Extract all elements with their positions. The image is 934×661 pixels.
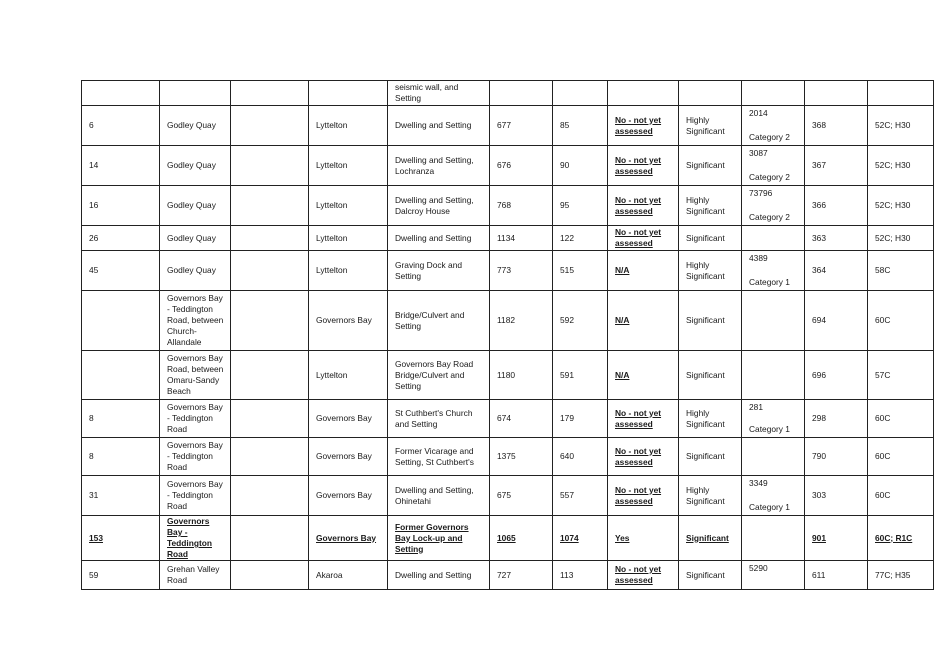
cell-suburb: Lyttelton <box>309 351 388 400</box>
cell-suburb: Lyttelton <box>309 186 388 226</box>
cell-description: Former Vicarage and Setting, St Cuthbert's <box>388 438 490 476</box>
cell-nzhpt <box>742 400 805 438</box>
cell-significance: Highly Significant <box>679 251 742 291</box>
cell-hid: 364 <box>805 251 868 291</box>
cell-id1: 727 <box>490 561 553 590</box>
cell-assessed <box>608 81 679 106</box>
cell-id1: 1182 <box>490 291 553 351</box>
table-row <box>82 438 934 476</box>
cell-street-extra <box>231 516 309 561</box>
cell-map: 60C; R1C <box>868 516 934 561</box>
table-row <box>82 351 934 400</box>
cell-map: 77C; H35 <box>868 561 934 590</box>
cell-suburb: Lyttelton <box>309 146 388 186</box>
cell-map <box>868 81 934 106</box>
cell-number <box>82 81 160 106</box>
nzhpt-category: Category 1 <box>749 277 790 287</box>
cell-nzhpt <box>742 438 805 476</box>
cell-id2: 515 <box>553 251 608 291</box>
cell-number: 16 <box>82 186 160 226</box>
cell-hid <box>805 81 868 106</box>
cell-significance: Highly Significant <box>679 186 742 226</box>
table-row <box>82 226 934 251</box>
nzhpt-category: Category 2 <box>749 172 790 182</box>
cell-street: Godley Quay <box>160 251 231 291</box>
cell-nzhpt <box>742 561 805 590</box>
nzhpt-category: Category 2 <box>749 132 790 142</box>
cell-significance: Significant <box>679 516 742 561</box>
cell-assessed: N/A <box>608 251 679 291</box>
cell-id2: 592 <box>553 291 608 351</box>
cell-id1: 677 <box>490 106 553 146</box>
cell-id1: 674 <box>490 400 553 438</box>
cell-number: 153 <box>82 516 160 561</box>
cell-hid: 298 <box>805 400 868 438</box>
cell-nzhpt <box>742 106 805 146</box>
cell-street-extra <box>231 226 309 251</box>
cell-street-extra <box>231 81 309 106</box>
cell-description: Governors Bay Road Bridge/Culvert and Setting <box>388 351 490 400</box>
cell-id1: 676 <box>490 146 553 186</box>
cell-nzhpt <box>742 186 805 226</box>
cell-map: 52C; H30 <box>868 226 934 251</box>
cell-id2 <box>553 81 608 106</box>
cell-number: 8 <box>82 438 160 476</box>
cell-hid: 694 <box>805 291 868 351</box>
cell-id2: 591 <box>553 351 608 400</box>
cell-nzhpt <box>742 476 805 516</box>
cell-street: Godley Quay <box>160 106 231 146</box>
cell-nzhpt <box>742 516 805 561</box>
cell-suburb: Governors Bay <box>309 476 388 516</box>
cell-description: Bridge/Culvert and Setting <box>388 291 490 351</box>
cell-suburb <box>309 81 388 106</box>
table-row <box>82 251 934 291</box>
table-row <box>82 106 934 146</box>
cell-street: Godley Quay <box>160 226 231 251</box>
cell-hid: 696 <box>805 351 868 400</box>
cell-number <box>82 351 160 400</box>
table-row <box>82 81 934 106</box>
cell-street: Governors Bay - Teddington Road <box>160 476 231 516</box>
cell-street-extra <box>231 400 309 438</box>
cell-street-extra <box>231 251 309 291</box>
cell-description: Dwelling and Setting, Ohinetahi <box>388 476 490 516</box>
cell-street-extra <box>231 291 309 351</box>
cell-map: 58C <box>868 251 934 291</box>
cell-hid: 367 <box>805 146 868 186</box>
cell-assessed: No - not yet assessed <box>608 226 679 251</box>
table-row <box>82 400 934 438</box>
cell-id2: 640 <box>553 438 608 476</box>
cell-description: Dwelling and Setting <box>388 226 490 251</box>
cell-id2: 179 <box>553 400 608 438</box>
cell-suburb: Akaroa <box>309 561 388 590</box>
cell-suburb: Lyttelton <box>309 106 388 146</box>
cell-street: Godley Quay <box>160 186 231 226</box>
cell-description: seismic wall, and Setting <box>388 81 490 106</box>
nzhpt-number: 5290 <box>749 563 768 573</box>
cell-significance: Significant <box>679 226 742 251</box>
cell-nzhpt <box>742 291 805 351</box>
cell-hid: 611 <box>805 561 868 590</box>
cell-id2: 90 <box>553 146 608 186</box>
cell-number: 31 <box>82 476 160 516</box>
nzhpt-number: 73796 <box>749 188 773 198</box>
cell-suburb: Governors Bay <box>309 516 388 561</box>
cell-number: 59 <box>82 561 160 590</box>
cell-significance: Significant <box>679 146 742 186</box>
nzhpt-category: Category 2 <box>749 212 790 222</box>
cell-significance: Highly Significant <box>679 476 742 516</box>
cell-id2: 1074 <box>553 516 608 561</box>
cell-id1: 1180 <box>490 351 553 400</box>
cell-id2: 85 <box>553 106 608 146</box>
nzhpt-number: 2014 <box>749 108 768 118</box>
cell-map: 52C; H30 <box>868 186 934 226</box>
cell-id1: 1065 <box>490 516 553 561</box>
cell-suburb: Lyttelton <box>309 251 388 291</box>
cell-hid: 303 <box>805 476 868 516</box>
cell-map: 60C <box>868 400 934 438</box>
cell-suburb: Governors Bay <box>309 291 388 351</box>
cell-id2: 113 <box>553 561 608 590</box>
cell-suburb: Governors Bay <box>309 400 388 438</box>
cell-street: Governors Bay - Teddington Road <box>160 438 231 476</box>
nzhpt-number: 4389 <box>749 253 768 263</box>
cell-id1: 1375 <box>490 438 553 476</box>
cell-nzhpt <box>742 226 805 251</box>
cell-id1 <box>490 81 553 106</box>
cell-street: Governors Bay - Teddington Road <box>160 400 231 438</box>
cell-number: 26 <box>82 226 160 251</box>
nzhpt-number: 3087 <box>749 148 768 158</box>
table-row <box>82 186 934 226</box>
cell-street-extra <box>231 438 309 476</box>
cell-street: Godley Quay <box>160 146 231 186</box>
cell-street-extra <box>231 146 309 186</box>
nzhpt-category: Category 1 <box>749 502 790 512</box>
cell-assessed: No - not yet assessed <box>608 438 679 476</box>
cell-id2: 557 <box>553 476 608 516</box>
cell-significance: Highly Significant <box>679 400 742 438</box>
cell-assessed: N/A <box>608 291 679 351</box>
table-row <box>82 146 934 186</box>
table-row <box>82 291 934 351</box>
cell-assessed: Yes <box>608 516 679 561</box>
cell-street-extra <box>231 351 309 400</box>
cell-street-extra <box>231 186 309 226</box>
cell-significance: Significant <box>679 291 742 351</box>
cell-description: St Cuthbert's Church and Setting <box>388 400 490 438</box>
cell-hid: 901 <box>805 516 868 561</box>
cell-description: Dwelling and Setting <box>388 561 490 590</box>
cell-suburb: Governors Bay <box>309 438 388 476</box>
cell-number: 14 <box>82 146 160 186</box>
cell-assessed: N/A <box>608 351 679 400</box>
nzhpt-number: 3349 <box>749 478 768 488</box>
cell-number: 6 <box>82 106 160 146</box>
table-row <box>82 561 934 590</box>
cell-description: Dwelling and Setting, Lochranza <box>388 146 490 186</box>
cell-number <box>82 291 160 351</box>
cell-description: Former Governors Bay Lock-up and Setting <box>388 516 490 561</box>
cell-id1: 1134 <box>490 226 553 251</box>
cell-map: 57C <box>868 351 934 400</box>
cell-nzhpt <box>742 81 805 106</box>
table-row <box>82 476 934 516</box>
cell-number: 45 <box>82 251 160 291</box>
cell-hid: 368 <box>805 106 868 146</box>
cell-nzhpt <box>742 251 805 291</box>
cell-significance: Significant <box>679 561 742 590</box>
cell-street-extra <box>231 476 309 516</box>
cell-street-extra <box>231 561 309 590</box>
cell-assessed: No - not yet assessed <box>608 186 679 226</box>
table-row <box>82 516 934 561</box>
cell-street: Governors Bay Road, between Omaru-Sandy Beach <box>160 351 231 400</box>
nzhpt-category: Category 1 <box>749 424 790 434</box>
cell-hid: 363 <box>805 226 868 251</box>
cell-map: 52C; H30 <box>868 106 934 146</box>
cell-description: Dwelling and Setting, Dalcroy House <box>388 186 490 226</box>
cell-assessed: No - not yet assessed <box>608 146 679 186</box>
cell-significance: Significant <box>679 438 742 476</box>
cell-assessed: No - not yet assessed <box>608 400 679 438</box>
cell-assessed: No - not yet assessed <box>608 561 679 590</box>
cell-hid: 790 <box>805 438 868 476</box>
cell-street: Governors Bay - Teddington Road, between Church-Allandale <box>160 291 231 351</box>
cell-id1: 773 <box>490 251 553 291</box>
cell-significance: Highly Significant <box>679 106 742 146</box>
cell-map: 60C <box>868 476 934 516</box>
cell-hid: 366 <box>805 186 868 226</box>
cell-description: Dwelling and Setting <box>388 106 490 146</box>
cell-map: 60C <box>868 291 934 351</box>
cell-id1: 768 <box>490 186 553 226</box>
cell-number: 8 <box>82 400 160 438</box>
cell-street: Grehan Valley Road <box>160 561 231 590</box>
cell-id2: 122 <box>553 226 608 251</box>
cell-description: Graving Dock and Setting <box>388 251 490 291</box>
nzhpt-number: 281 <box>749 402 763 412</box>
cell-id1: 675 <box>490 476 553 516</box>
cell-map: 52C; H30 <box>868 146 934 186</box>
cell-street-extra <box>231 106 309 146</box>
heritage-schedule-table <box>81 80 934 590</box>
cell-suburb: Lyttelton <box>309 226 388 251</box>
cell-map: 60C <box>868 438 934 476</box>
cell-nzhpt <box>742 146 805 186</box>
cell-significance <box>679 81 742 106</box>
cell-nzhpt <box>742 351 805 400</box>
cell-significance: Significant <box>679 351 742 400</box>
cell-id2: 95 <box>553 186 608 226</box>
cell-assessed: No - not yet assessed <box>608 476 679 516</box>
cell-street: Governors Bay - Teddington Road <box>160 516 231 561</box>
cell-assessed: No - not yet assessed <box>608 106 679 146</box>
cell-street <box>160 81 231 106</box>
